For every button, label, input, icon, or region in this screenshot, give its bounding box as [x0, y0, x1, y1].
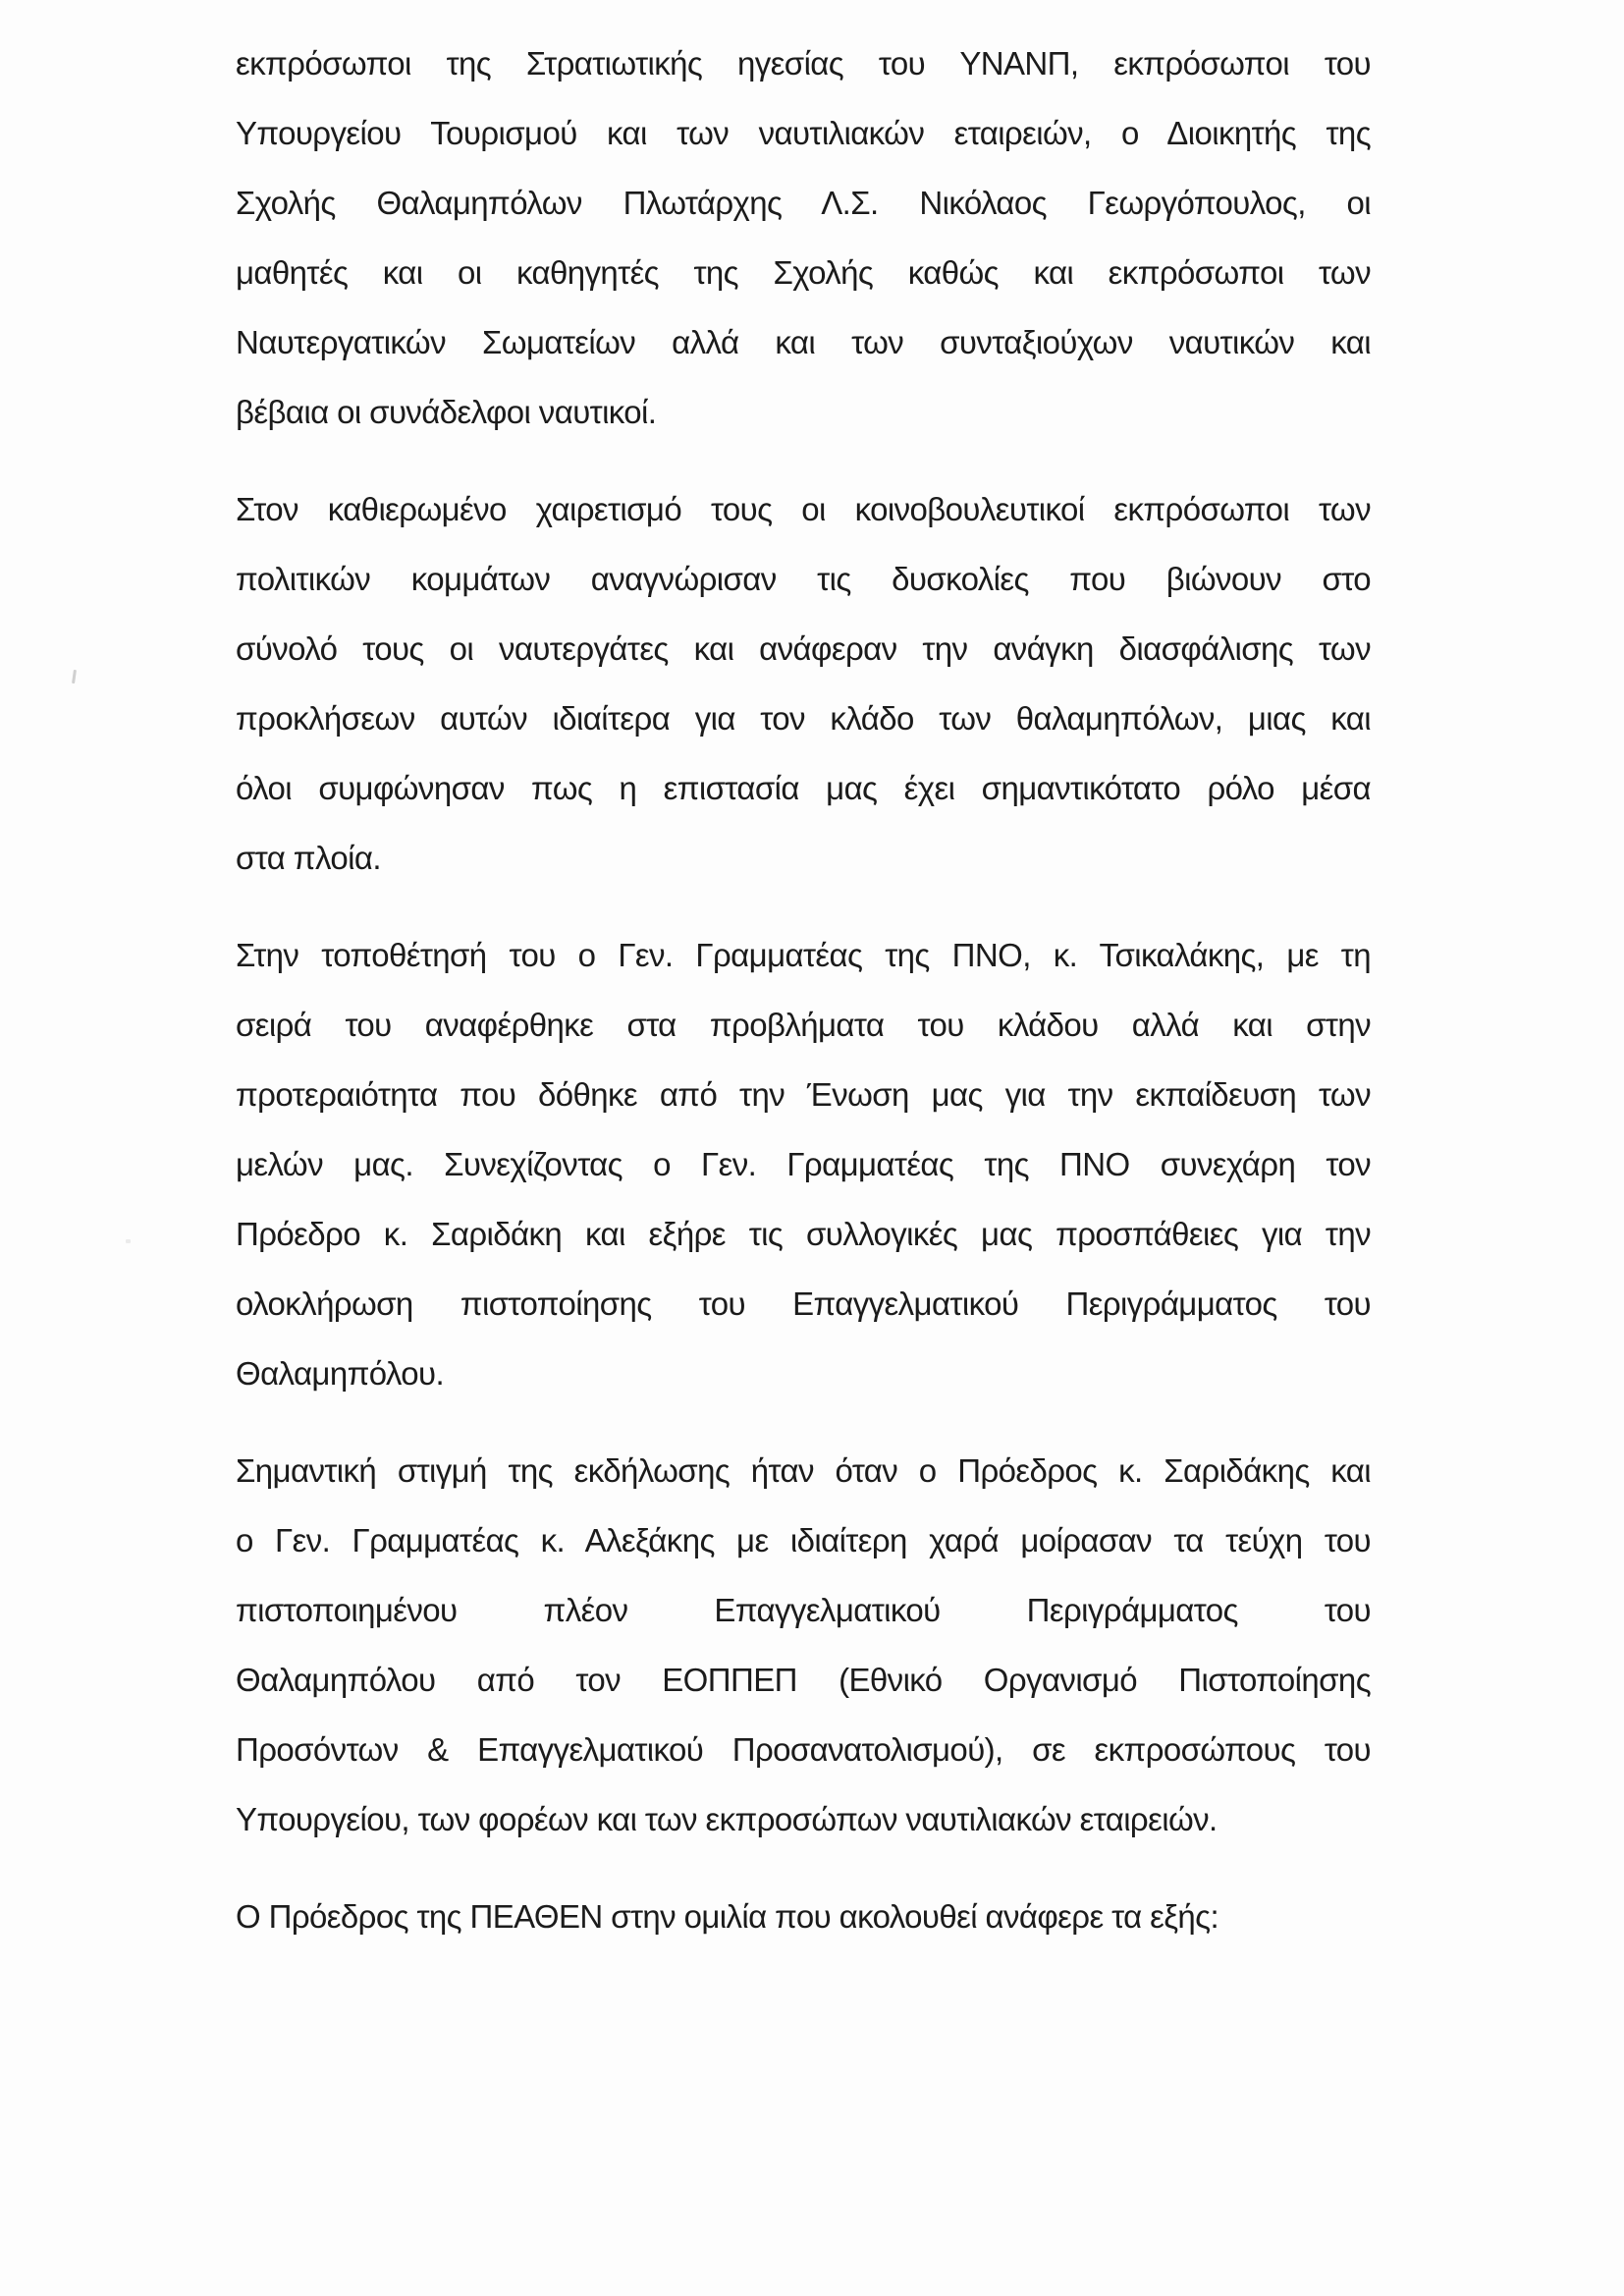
text-line: Ο Πρόεδρος της ΠΕΑΘΕΝ στην ομιλία που ακολουθεί ανάφερε τα εξής: — [236, 1898, 1219, 1935]
text-line: Στην τοποθέτησή του ο Γεν. Γραμματέας της ΠΝΟ, κ. Τσικαλάκης, με τη — [236, 937, 1371, 973]
text-line: όλοι συμφώνησαν πως η επιστασία μας έχει σημαντικότατο ρόλο μέσα — [236, 770, 1371, 806]
text-line: μαθητές και οι καθηγητές της Σχολής καθώς και εκπρόσωποι των — [236, 254, 1371, 291]
text-line: Στον καθιερωμένο χαιρετισμό τους οι κοινοβουλευτικοί εκπρόσωποι των — [236, 491, 1371, 527]
text-line: βέβαια οι συνάδελφοι ναυτικοί. — [236, 394, 657, 430]
text-line: μελών μας. Συνεχίζοντας ο Γεν. Γραμματέας της ΠΝΟ συνεχάρη τον — [236, 1146, 1371, 1182]
text-line: σειρά του αναφέρθηκε στα προβλήματα του κλάδου αλλά και στην — [236, 1007, 1371, 1043]
text-line: Σημαντική στιγμή της εκδήλωσης ήταν όταν ο Πρόεδρος κ. Σαριδάκης και — [236, 1452, 1371, 1489]
text-line: Σχολής Θαλαμηπόλων Πλωτάρχης Λ.Σ. Νικόλαος Γεωργόπουλος, οι — [236, 185, 1371, 221]
paragraph — [236, 1882, 1371, 1951]
text-line: πιστοποιημένου πλέον Επαγγελματικού Περιγράμματος του — [236, 1592, 1371, 1628]
document-body-text — [236, 28, 1371, 1979]
text-line: προτεραιότητα που δόθηκε από την Ένωση μας για την εκπαίδευση των — [236, 1076, 1371, 1113]
text-line: εκπρόσωποι της Στρατιωτικής ηγεσίας του ΥΝΑΝΠ, εκπρόσωποι του — [236, 45, 1371, 82]
text-line: σύνολό τους οι ναυτεργάτες και ανάφεραν την ανάγκη διασφάλισης των — [236, 630, 1371, 667]
text-line: πολιτικών κομμάτων αναγνώρισαν τις δυσκολίες που βιώνουν στο — [236, 561, 1371, 597]
text-line: Υπουργείου, των φορέων και των εκπροσώπων ναυτιλιακών εταιρειών. — [236, 1801, 1218, 1837]
paragraph — [236, 920, 1371, 1408]
text-line: ολοκλήρωση πιστοποίησης του Επαγγελματικού Περιγράμματος του — [236, 1285, 1371, 1322]
text-line: στα πλοία. — [236, 840, 381, 876]
paragraph — [236, 28, 1371, 447]
text-line: Θαλαμηπόλου. — [236, 1355, 445, 1392]
text-line: ο Γεν. Γραμματέας κ. Αλεξάκης με ιδιαίτερη χαρά μοίρασαν τα τεύχη του — [236, 1522, 1371, 1558]
scan-speck — [72, 670, 77, 683]
text-line: Προσόντων & Επαγγελματικού Προσανατολισμού), σε εκπροσώπους του — [236, 1731, 1371, 1768]
text-line: Ναυτεργατικών Σωματείων αλλά και των συνταξιούχων ναυτικών και — [236, 324, 1371, 360]
paragraph — [236, 474, 1371, 893]
text-line: Πρόεδρο κ. Σαριδάκη και εξήρε τις συλλογικές μας προσπάθειες για την — [236, 1216, 1371, 1252]
paragraph — [236, 1436, 1371, 1854]
scan-speck — [126, 1239, 131, 1243]
text-line: Θαλαμηπόλου από τον ΕΟΠΠΕΠ (Εθνικό Οργανισμό Πιστοποίησης — [236, 1662, 1371, 1698]
text-line: προκλήσεων αυτών ιδιαίτερα για τον κλάδο των θαλαμηπόλων, μιας και — [236, 700, 1371, 737]
text-line: Υπουργείου Τουρισμού και των ναυτιλιακών εταιρειών, ο Διοικητής της — [236, 115, 1371, 151]
